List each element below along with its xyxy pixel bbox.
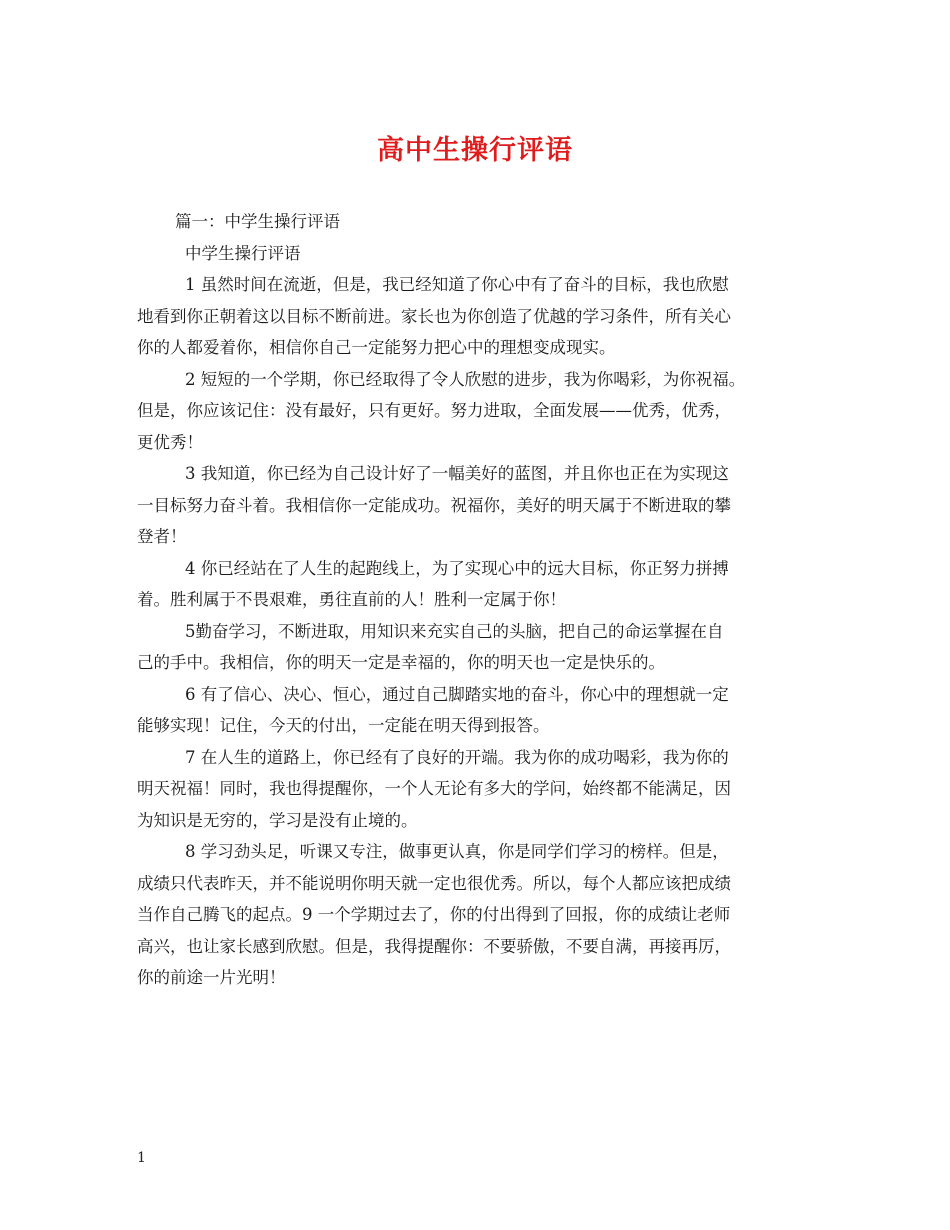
text-line: 8 学习劲头足，听课又专注，做事更认真，你是同学们学习的榜样。但是， <box>185 842 729 861</box>
text-line: 1 虽然时间在流逝，但是，我已经知道了你心中有了奋斗的目标，我也欣慰 <box>185 275 729 294</box>
text-line: 己的手中。我相信，你的明天一定是幸福的，你的明天也一定是快乐的。 <box>137 653 665 672</box>
text-line: 地看到你正朝着这以目标不断前进。家长也为你创造了优越的学习条件，所有关心 <box>137 306 731 326</box>
page-title: 高中生操行评语 <box>377 135 573 166</box>
text-line: 6 有了信心、决心、恒心，通过自己脚踏实地的奋斗，你心中的理想就一定 <box>185 684 729 704</box>
text-line: 登者！ <box>137 527 187 546</box>
paragraph-lines <box>137 269 827 994</box>
text-line: 你的前途一片光明！ <box>137 968 286 987</box>
text-line: 为知识是无穷的，学习是没有止境的。 <box>137 810 418 830</box>
text-line: 5勤奋学习，不断进取，用知识来充实自己的头脑，把自己的命运掌握在自 <box>185 621 724 641</box>
text-line: 能够实现！记住，今天的付出，一定能在明天得到报答。 <box>137 716 550 735</box>
text-line: 2 短短的一个学期，你已经取得了令人欣慰的进步，我为你喝彩，为你祝福。 <box>185 369 746 389</box>
text-line: 3 我知道，你已经为自己设计好了一幅美好的蓝图，并且你也正在为实现这 <box>185 464 729 483</box>
document-body <box>137 206 827 994</box>
subheading: 中学生操行评语 <box>185 243 301 263</box>
text-line: 高兴，也让家长感到欣慰。但是，我得提醒你：不要骄傲，不要自满，再接再厉， <box>137 936 731 956</box>
text-line: 4 你已经站在了人生的起跑线上，为了实现心中的远大目标，你正努力拼搏 <box>185 558 729 578</box>
text-line: 着。胜利属于不畏艰难，勇往直前的人！胜利一定属于你！ <box>137 590 566 609</box>
text-line: 7 在人生的道路上，你已经有了良好的开端。我为你的成功喝彩，我为你的 <box>185 747 729 767</box>
page-number: 1 <box>137 1150 146 1166</box>
text-line: 明天祝福！同时，我也得提醒你，一个人无论有多大的学问，始终都不能满足，因 <box>137 779 731 798</box>
text-line: 更优秀！ <box>137 432 203 452</box>
text-line: 一目标努力奋斗着。我相信你一定能成功。祝福你，美好的明天属于不断进取的攀 <box>137 495 731 515</box>
text-line: 但是，你应该记住：没有最好，只有更好。努力进取，全面发展——优秀，优秀， <box>137 401 731 420</box>
text-line: 当作自己腾飞的起点。9 一个学期过去了，你的付出得到了回报，你的成绩让老师 <box>137 905 731 924</box>
text-line: 成绩只代表昨天，并不能说明你明天就一定也很优秀。所以，每个人都应该把成绩 <box>137 873 731 893</box>
section-heading: 篇一：中学生操行评语 <box>175 212 340 231</box>
text-line: 你的人都爱着你，相信你自己一定能努力把心中的理想变成现实。 <box>137 338 616 357</box>
